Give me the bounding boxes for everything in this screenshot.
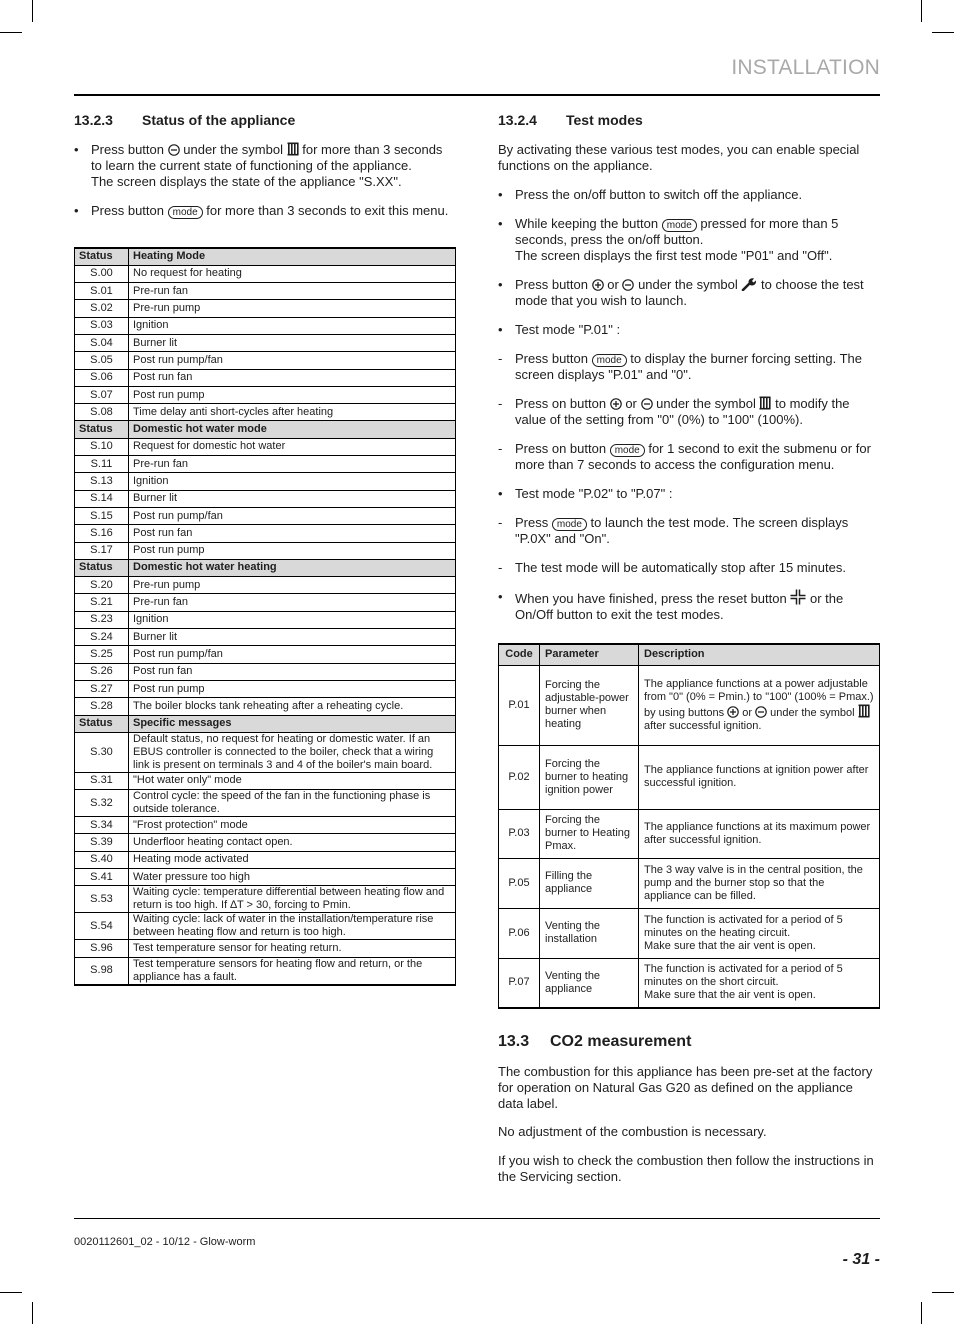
header-rule [74, 94, 880, 96]
status-label-cell: Pre-run fan [129, 456, 456, 473]
bullet-marker: • [498, 589, 503, 604]
dash-marker: - [498, 560, 503, 575]
list-item [74, 142, 456, 190]
table-group-header [75, 248, 456, 265]
status-label-cell: Post run pump/fan [129, 507, 456, 524]
plus-button-icon [610, 398, 622, 410]
list-item [498, 322, 880, 338]
status-label-cell: Domestic hot water mode [129, 421, 456, 438]
dash-marker: - [498, 396, 503, 411]
text-segment: Press on button [515, 441, 607, 456]
reset-icon [790, 589, 806, 605]
table-row [75, 886, 456, 913]
table-row [499, 958, 880, 1008]
table-row [75, 817, 456, 834]
list-item [498, 396, 880, 428]
status-code-cell: S.05 [75, 352, 129, 369]
status-label-cell: Control cycle: the speed of the fan in the functioning phase is outside tolerance. [129, 790, 456, 817]
text-segment: The screen displays the state of the appliance "S.XX". [91, 174, 402, 189]
table-row [75, 940, 456, 957]
text-segment: Press button [91, 142, 164, 157]
status-code-cell: S.00 [75, 265, 129, 282]
status-code-cell: S.26 [75, 663, 129, 680]
table-row [499, 908, 880, 958]
status-code-cell: S.17 [75, 542, 129, 559]
crop-mark [0, 1292, 22, 1293]
description-cell: The appliance functions at ignition power after successful ignition. [639, 745, 880, 809]
status-section-title [74, 112, 456, 128]
status-label-cell: Post run fan [129, 525, 456, 542]
status-label-cell: Burner lit [129, 490, 456, 507]
table-group-header [75, 715, 456, 732]
table-row [75, 957, 456, 985]
status-code-cell: S.13 [75, 473, 129, 490]
status-label-cell: The boiler blocks tank reheating after a reheating cycle. [129, 698, 456, 715]
code-cell: P.07 [499, 958, 540, 1008]
table-row [499, 665, 880, 745]
column-header: Description [639, 644, 880, 665]
text-segment: under the symbol [638, 277, 738, 292]
test-modes-table [498, 643, 880, 1009]
status-label-cell: "Hot water only" mode [129, 772, 456, 789]
mode-button-icon: mode [592, 354, 627, 367]
text-segment: Press [515, 515, 549, 530]
status-code-cell: S.53 [75, 886, 129, 913]
status-code-cell: S.32 [75, 790, 129, 817]
status-label-cell: Heating Mode [129, 248, 456, 265]
mode-button-icon: mode [168, 206, 203, 219]
table-row [75, 300, 456, 317]
bullet-marker: • [498, 187, 503, 202]
status-code-cell: S.31 [75, 772, 129, 789]
text-segment: under the symbol [183, 142, 283, 157]
status-label-cell: Post run pump [129, 386, 456, 403]
status-label-cell: Post run fan [129, 369, 456, 386]
co2-paragraph: If you wish to check the combustion then follow the instructions in the Servicing section. [498, 1153, 874, 1184]
table-row [75, 913, 456, 940]
parameter-cell: Venting the installation [540, 908, 639, 958]
status-code-cell: S.01 [75, 283, 129, 300]
mode-button-icon: mode [552, 518, 587, 531]
section-number: 13.2.3 [74, 112, 113, 128]
text-segment: Press button [515, 351, 588, 366]
status-label-cell: Post run pump/fan [129, 352, 456, 369]
status-code-cell: S.06 [75, 369, 129, 386]
table-row [499, 745, 880, 809]
crop-mark [32, 1302, 33, 1324]
status-code-cell: S.41 [75, 869, 129, 886]
status-code-cell: S.02 [75, 300, 129, 317]
code-cell: P.01 [499, 665, 540, 745]
table-row [75, 404, 456, 421]
spanner-icon [741, 277, 757, 291]
status-code-cell: S.16 [75, 525, 129, 542]
status-label-cell: "Frost protection" mode [129, 817, 456, 834]
table-row [499, 809, 880, 858]
radiator-icon [759, 396, 771, 410]
status-label-cell: Pre-run pump [129, 300, 456, 317]
status-label-cell: Test temperature sensors for heating flow and return, or the appliance has a fault. [129, 957, 456, 985]
status-codes-table [74, 247, 456, 986]
table-row [75, 507, 456, 524]
table-row [75, 663, 456, 680]
page-number: - 31 - [842, 1251, 880, 1268]
status-label-cell: Post run pump/fan [129, 646, 456, 663]
status-code-cell: S.08 [75, 404, 129, 421]
column-header: Parameter [540, 644, 639, 665]
minus-button-icon [622, 279, 634, 291]
status-code-cell: Status [75, 421, 129, 438]
text-segment: to modify the value of the setting from "0" (0%) to "100" (100%). [515, 396, 850, 427]
status-code-cell: S.25 [75, 646, 129, 663]
status-code-cell: S.24 [75, 629, 129, 646]
code-cell: P.02 [499, 745, 540, 809]
section-number: 13.2.4 [498, 112, 537, 128]
text-segment: for more than 3 seconds to learn the current state of functioning of the appliance. [91, 142, 443, 173]
text-segment: While keeping the button [515, 216, 659, 231]
status-label-cell: Post run fan [129, 663, 456, 680]
status-label-cell: Time delay anti short-cycles after heating [129, 404, 456, 421]
status-label-cell: Test temperature sensor for heating return. [129, 940, 456, 957]
status-label-cell: Post run pump [129, 680, 456, 697]
status-code-cell: S.15 [75, 507, 129, 524]
table-row [75, 646, 456, 663]
text-segment: after successful ignition. [644, 719, 762, 732]
text-segment: The function is activated for a period of 5 minutes on the short circuit. [644, 963, 843, 989]
table-row [75, 386, 456, 403]
crop-mark [921, 0, 922, 22]
table-row [75, 577, 456, 594]
status-label-cell: Waiting cycle: lack of water in the installation/temperature rise between heating flow and return is too high. [129, 913, 456, 940]
document-reference: 0020112601_02 - 10/12 - Glow-worm [74, 1236, 256, 1248]
list-item [498, 187, 880, 203]
status-label-cell: Waiting cycle: temperature differential between heating flow and return is too high. If ∆T > 30, forcing to Pmin. [129, 886, 456, 913]
list-item [498, 277, 880, 309]
test-section-title [498, 112, 880, 128]
description-cell [639, 665, 880, 745]
table-row [75, 352, 456, 369]
status-code-cell: Status [75, 248, 129, 265]
status-code-cell: S.30 [75, 732, 129, 772]
table-row [75, 869, 456, 886]
status-label-cell: Pre-run fan [129, 283, 456, 300]
text-segment: for more than 3 seconds to exit this menu. [206, 203, 449, 218]
text-segment: Test mode "P.01" : [515, 322, 621, 337]
status-code-cell: S.10 [75, 438, 129, 455]
table-group-header [75, 421, 456, 438]
crop-mark [921, 1302, 922, 1324]
status-label-cell: Pre-run pump [129, 577, 456, 594]
table-group-header [75, 559, 456, 576]
list-item [498, 515, 880, 547]
text-segment: or [625, 396, 637, 411]
bullet-marker: • [498, 322, 503, 337]
status-code-cell: S.39 [75, 834, 129, 851]
parameter-cell: Filling the appliance [540, 858, 639, 908]
table-row [75, 334, 456, 351]
table-row [75, 369, 456, 386]
description-cell [639, 958, 880, 1008]
table-row [75, 283, 456, 300]
bullet-marker: • [498, 216, 503, 231]
status-label-cell: Domestic hot water heating [129, 559, 456, 576]
status-instructions [74, 142, 456, 219]
minus-button-icon [641, 398, 653, 410]
plus-button-icon [727, 706, 739, 718]
table-row [499, 858, 880, 908]
table-row [75, 265, 456, 282]
description-cell: The appliance functions at its maximum power after successful ignition. [639, 809, 880, 858]
table-row [75, 456, 456, 473]
status-label-cell: Underfloor heating contact open. [129, 834, 456, 851]
table-row [75, 851, 456, 868]
status-code-cell: S.21 [75, 594, 129, 611]
test-intro: By activating these various test modes, you can enable special functions on the appliance. [498, 142, 860, 173]
table-row [75, 490, 456, 507]
status-label-cell: Default status, no request for heating or domestic water. If an EBUS controller is connected to the boiler, check that a wiring link is present on terminals 3 and 4 of the boiler's main board. [129, 732, 456, 772]
right-column [498, 112, 880, 1185]
table-row [75, 594, 456, 611]
bullet-marker: • [74, 142, 79, 157]
table-row [75, 698, 456, 715]
crop-mark [0, 32, 22, 33]
table-row [75, 790, 456, 817]
table-header-row [499, 644, 880, 665]
status-label-cell: Request for domestic hot water [129, 438, 456, 455]
status-code-cell: S.96 [75, 940, 129, 957]
status-code-cell: S.54 [75, 913, 129, 940]
status-label-cell: Ignition [129, 611, 456, 628]
text-segment: Make sure that the air vent is open. [644, 989, 816, 1002]
text-segment: The function is activated for a period of 5 minutes on the heating circuit. [644, 913, 843, 939]
list-item [498, 589, 880, 623]
status-code-cell: S.11 [75, 456, 129, 473]
status-label-cell: Ignition [129, 473, 456, 490]
footer-rule [74, 1218, 880, 1219]
dash-marker: - [498, 351, 503, 366]
status-label-cell: Water pressure too high [129, 869, 456, 886]
list-item [498, 216, 880, 264]
radiator-icon [287, 142, 299, 156]
text-segment: Press button [515, 277, 588, 292]
section-header: INSTALLATION [731, 56, 880, 79]
table-row [75, 611, 456, 628]
mode-button-icon: mode [610, 444, 645, 457]
description-cell: The 3 way valve is in the central position, the pump and the burner stop so that the appliance can be filled. [639, 858, 880, 908]
section-title-text: CO2 measurement [550, 1033, 692, 1050]
parameter-cell: Forcing the burner to heating ignition power [540, 745, 639, 809]
status-label-cell: Burner lit [129, 629, 456, 646]
co2-paragraph: No adjustment of the combustion is necessary. [498, 1124, 767, 1139]
section-title-text: Status of the appliance [142, 112, 296, 128]
code-cell: P.03 [499, 809, 540, 858]
text-segment: Make sure that the air vent is open. [644, 939, 816, 952]
section-number: 13.3 [498, 1033, 530, 1050]
status-code-cell: S.98 [75, 957, 129, 985]
status-code-cell: S.40 [75, 851, 129, 868]
table-row [75, 317, 456, 334]
left-column [74, 112, 456, 986]
crop-mark [932, 1292, 954, 1293]
status-label-cell: Specific messages [129, 715, 456, 732]
dash-marker: - [498, 515, 503, 530]
table-row [75, 629, 456, 646]
parameter-cell: Forcing the burner to Heating Pmax. [540, 809, 639, 858]
bullet-marker: • [498, 277, 503, 292]
status-code-cell: S.03 [75, 317, 129, 334]
list-item [74, 203, 456, 219]
text-segment: The screen displays the first test mode "P01" and "Off". [515, 248, 833, 263]
status-label-cell: No request for heating [129, 265, 456, 282]
status-code-cell: S.20 [75, 577, 129, 594]
bullet-marker: • [498, 486, 503, 501]
list-item [498, 351, 880, 383]
radiator-icon [858, 704, 870, 718]
status-label-cell: Ignition [129, 317, 456, 334]
text-segment: to display the burner forcing setting. The screen displays "P.01" and "0". [515, 351, 862, 382]
column-header: Code [499, 644, 540, 665]
mode-button-icon: mode [662, 219, 697, 232]
status-code-cell: S.14 [75, 490, 129, 507]
code-cell: P.05 [499, 858, 540, 908]
status-code-cell: S.28 [75, 698, 129, 715]
status-code-cell: S.34 [75, 817, 129, 834]
status-label-cell: Burner lit [129, 334, 456, 351]
status-code-cell: S.23 [75, 611, 129, 628]
bullet-marker: • [74, 203, 79, 218]
section-title-text: Test modes [566, 112, 643, 128]
table-row [75, 772, 456, 789]
co2-section-title [498, 1033, 880, 1051]
text-segment: The test mode will be automatically stop after 15 minutes. [515, 560, 846, 575]
status-label-cell: Post run pump [129, 542, 456, 559]
status-code-cell: Status [75, 715, 129, 732]
crop-mark [32, 0, 33, 22]
text-segment: to choose the test mode that you wish to launch. [515, 277, 864, 308]
table-row [75, 680, 456, 697]
code-cell: P.06 [499, 908, 540, 958]
text-segment: under the symbol [770, 706, 855, 719]
text-segment: The appliance functions at a power adjustable from "0" (0% = Pmin.) to "100" (100% = Pmax.) by using buttons [644, 677, 874, 719]
text-segment: Press button [91, 203, 164, 218]
crop-mark [932, 32, 954, 33]
text-segment: or [742, 706, 753, 719]
text-segment: Test mode "P.02" to "P.07" : [515, 486, 673, 501]
table-row [75, 542, 456, 559]
list-item [498, 441, 880, 473]
co2-paragraph: The combustion for this appliance has been pre-set at the factory for operation on Natural Gas G20 as defined on the appliance data label. [498, 1064, 873, 1111]
text-segment: Press the on/off button to switch off the appliance. [515, 187, 803, 202]
text-segment: to launch the test mode. The screen displays "P.0X" and "On". [515, 515, 849, 546]
status-label-cell: Pre-run fan [129, 594, 456, 611]
text-segment: pressed for more than 5 seconds, press the on/off button. [515, 216, 839, 247]
text-segment: Press on button [515, 396, 607, 411]
description-cell [639, 908, 880, 958]
status-code-cell: S.04 [75, 334, 129, 351]
text-segment: or [607, 277, 619, 292]
table-row [75, 732, 456, 772]
table-row [75, 834, 456, 851]
text-segment: When you have finished, press the reset button [515, 591, 787, 606]
parameter-cell: Forcing the adjustable-power burner when heating [540, 665, 639, 745]
text-segment: under the symbol [656, 396, 756, 411]
parameter-cell: Venting the appliance [540, 958, 639, 1008]
status-code-cell: S.07 [75, 386, 129, 403]
minus-button-icon [755, 706, 767, 718]
minus-button-icon [168, 144, 180, 156]
text-segment: for 1 second to exit the submenu or for more than 7 seconds to access the configuration menu. [515, 441, 871, 472]
status-label-cell: Heating mode activated [129, 851, 456, 868]
list-item [498, 486, 880, 502]
test-instructions [498, 187, 880, 623]
list-item [498, 560, 880, 576]
status-code-cell: S.27 [75, 680, 129, 697]
table-row [75, 473, 456, 490]
text-segment: or the On/Off button to exit the test modes. [515, 591, 844, 622]
table-row [75, 525, 456, 542]
status-code-cell: Status [75, 559, 129, 576]
table-row [75, 438, 456, 455]
plus-button-icon [592, 279, 604, 291]
dash-marker: - [498, 441, 503, 456]
